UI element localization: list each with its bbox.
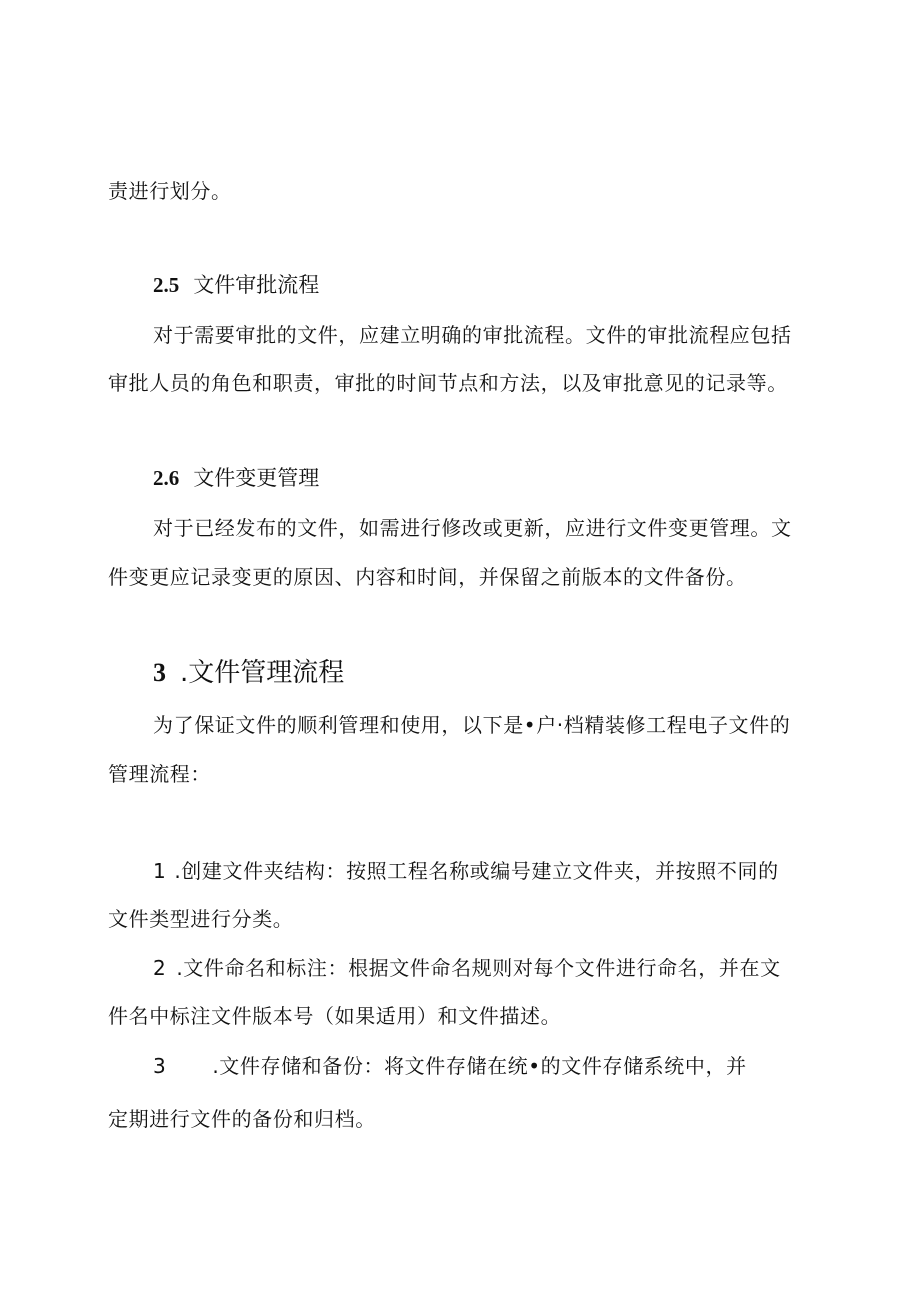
continuation-text: 责进行划分。 xyxy=(108,179,232,203)
step-number: 1 xyxy=(153,859,167,883)
paragraph-line: 管理流程： xyxy=(108,762,211,786)
step-2-continuation: 件名中标注文件版本号（如果适用）和文件描述。 xyxy=(108,1004,562,1028)
step-number: 3 xyxy=(153,1054,167,1078)
paragraph-line: 对于已经发布的文件，如需进行修改或更新，应进行文件变更管理。文 xyxy=(153,516,792,540)
section-title: 文件变更管理 xyxy=(193,466,320,490)
section-title: 文件审批流程 xyxy=(193,273,320,297)
step-2 xyxy=(153,954,781,982)
paragraph-line: 件变更应记录变更的原因、内容和时间，并保留之前版本的文件备份。 xyxy=(108,565,747,589)
step-number: 2 xyxy=(153,956,167,980)
step-text: .文件存储和备份：将文件存储在统•的文件存储系统中，并 xyxy=(212,1054,747,1078)
chapter-title: .文件管理流程 xyxy=(180,658,345,688)
step-1 xyxy=(153,857,779,885)
step-1-continuation: 文件类型进行分类。 xyxy=(108,907,294,931)
section-number: 2.6 xyxy=(153,466,180,490)
paragraph-line: 审批人员的角色和职责，审批的时间节点和方法，以及审批意见的记录等。 xyxy=(108,371,788,395)
step-text: .文件命名和标注：根据文件命名规则对每个文件进行命名，并在文 xyxy=(176,956,781,980)
section-2-5-heading xyxy=(153,270,319,300)
section-2-6-heading xyxy=(153,463,319,493)
chapter-number: 3 xyxy=(153,658,166,687)
paragraph-line: 为了保证文件的顺利管理和使用，以下是•户·档精装修工程电子文件的 xyxy=(153,713,791,737)
chapter-3-heading xyxy=(153,656,344,690)
step-3 xyxy=(153,1052,747,1080)
step-3-continuation: 定期进行文件的备份和归档。 xyxy=(108,1107,376,1131)
section-number: 2.5 xyxy=(153,273,180,297)
paragraph-line: 对于需要审批的文件，应建立明确的审批流程。文件的审批流程应包括 xyxy=(153,323,792,347)
step-text: .创建文件夹结构：按照工程名称或编号建立文件夹，并按照不同的 xyxy=(174,859,779,883)
